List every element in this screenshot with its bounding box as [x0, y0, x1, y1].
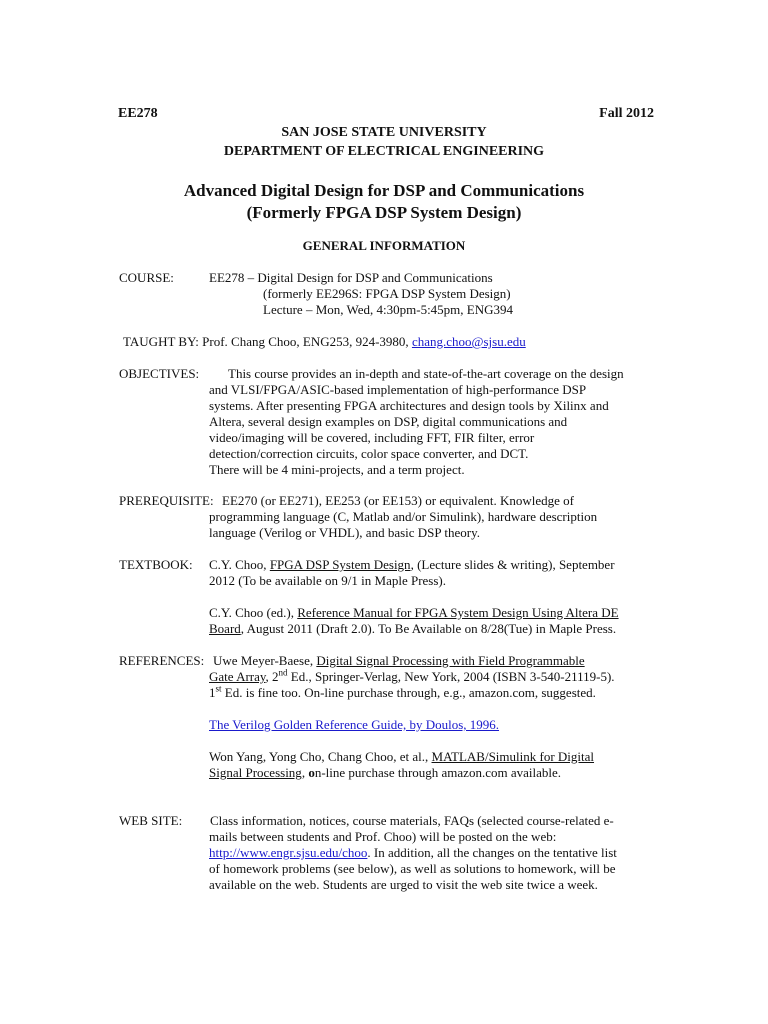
textbook-2-title: Reference Manual for FPGA System Design Using Altera DE [297, 605, 619, 620]
reference-3-sep: , [301, 765, 309, 780]
course-line-1: EE278 – Digital Design for DSP and Communications [209, 270, 493, 285]
objectives-line: This course provides an in-depth and state-of-the-art coverage on the design [228, 366, 624, 381]
term: Fall 2012 [599, 106, 654, 121]
instructor-info: Prof. Chang Choo, ENG253, 924-3980, [202, 334, 412, 349]
textbook-1-line-1 [209, 557, 615, 573]
reference-1-publisher: Ed., Springer-Verlag, New York, 2004 (ISBN 3-540-21119-5). [287, 669, 615, 684]
reference-3-bold-letter: o [308, 765, 315, 780]
textbook-2-author: C.Y. Choo (ed.), [209, 605, 298, 620]
reference-3-title-cont: Signal Processing [209, 765, 302, 780]
document-subtitle: (Formerly FPGA DSP System Design) [246, 203, 522, 222]
prerequisite-line: EE270 (or EE271), EE253 (or EE153) or equivalent. Knowledge of [222, 493, 574, 508]
textbook-1-author: C.Y. Choo, [209, 557, 270, 572]
textbook-1-details: , (Lecture slides & writing), September [410, 557, 615, 572]
reference-1-title: Digital Signal Processing with Field Programmable [316, 653, 585, 668]
reference-1-line-3 [209, 685, 596, 701]
textbook-1-title: FPGA DSP System Design [269, 557, 411, 572]
reference-3-line-2 [209, 765, 561, 781]
prerequisite-line: programming language (C, Matlab and/or Simulink), hardware description [209, 509, 598, 524]
website-line-1: Class information, notices, course materials, FAQs (selected course-related e- [210, 813, 614, 828]
objectives-line: systems. After presenting FPGA architectures and design tools by Xilinx and [209, 398, 609, 413]
taught-by-row [123, 334, 526, 350]
prerequisite-label: PREREQUISITE: [119, 493, 214, 508]
section-title: GENERAL INFORMATION [302, 238, 466, 253]
objectives-line: There will be 4 mini-projects, and a term project. [209, 462, 465, 477]
reference-1-author: Uwe Meyer-Baese, [213, 653, 317, 668]
course-label: COURSE: [119, 270, 174, 285]
textbook-2-details: , August 2011 (Draft 2.0). To Be Available on 8/28(Tue) in Maple Press. [240, 621, 617, 636]
reference-1-note-text: Ed. is fine too. On-line purchase through, e.g., amazon.com, suggested. [221, 685, 596, 700]
textbook-2-line-1 [209, 605, 619, 621]
reference-1-edition: , 2 [265, 669, 279, 684]
taught-by-label: TAUGHT BY: [123, 334, 199, 349]
university-name: SAN JOSE STATE UNIVERSITY [281, 125, 487, 140]
reference-1-line-1 [213, 653, 585, 669]
reference-1-line-2 [209, 669, 615, 685]
reference-3-title: MATLAB/Simulink for Digital [431, 749, 595, 764]
document-title: Advanced Digital Design for DSP and Communications [183, 181, 585, 200]
reference-1-title-cont: Gate Array [209, 669, 266, 684]
website-line-3-text: . In addition, all the changes on the tentative list [367, 845, 617, 860]
website-line-2: mails between students and Prof. Choo) will be posted on the web: [209, 829, 557, 844]
superscript: nd [278, 667, 288, 678]
textbook-1-line-2: 2012 (To be available on 9/1 in Maple Press). [209, 573, 447, 588]
reference-1-note: 1 [209, 685, 216, 700]
textbook-2-line-2 [209, 621, 616, 637]
department-name: DEPARTMENT OF ELECTRICAL ENGINEERING [223, 144, 545, 159]
objectives-line: detection/correction circuits, color space converter, and DCT. [209, 446, 529, 461]
instructor-email-link[interactable]: chang.choo@sjsu.edu [411, 334, 526, 349]
website-label: WEB SITE: [119, 813, 183, 828]
objectives-line: video/imaging will be covered, including FFT, FIR filter, error [209, 430, 535, 445]
course-line-2: (formerly EE296S: FPGA DSP System Design) [263, 286, 511, 301]
reference-2-row [209, 717, 499, 733]
reference-3-note: n-line purchase through amazon.com available. [314, 765, 561, 780]
course-website-link[interactable]: http://www.engr.sjsu.edu/choo [209, 845, 368, 860]
course-line-3: Lecture – Mon, Wed, 4:30pm-5:45pm, ENG394 [263, 302, 514, 317]
objectives-label: OBJECTIVES: [119, 366, 200, 381]
prerequisite-line: language (Verilog or VHDL), and basic DSP theory. [209, 525, 481, 540]
references-label: REFERENCES: [119, 653, 205, 668]
textbook-2-title-cont: Board [209, 621, 241, 636]
website-line-5: available on the web. Students are urged to visit the web site twice a week. [209, 877, 598, 892]
website-line-3 [209, 845, 617, 861]
superscript: st [215, 683, 222, 694]
reference-3-authors: Won Yang, Yong Cho, Chang Choo, et al., [209, 749, 432, 764]
objectives-line: and VLSI/FPGA/ASIC-based implementation of high-performance DSP [209, 382, 587, 397]
textbook-label: TEXTBOOK: [119, 557, 193, 572]
objectives-line: Altera, several design examples on DSP, digital communications and [209, 414, 568, 429]
website-line-4: of homework problems (see below), as well as solutions to homework, will be [209, 861, 616, 876]
verilog-guide-link[interactable]: The Verilog Golden Reference Guide, by Doulos, 1996. [209, 717, 500, 732]
reference-3-line-1 [209, 749, 594, 765]
course-code: EE278 [118, 106, 158, 121]
